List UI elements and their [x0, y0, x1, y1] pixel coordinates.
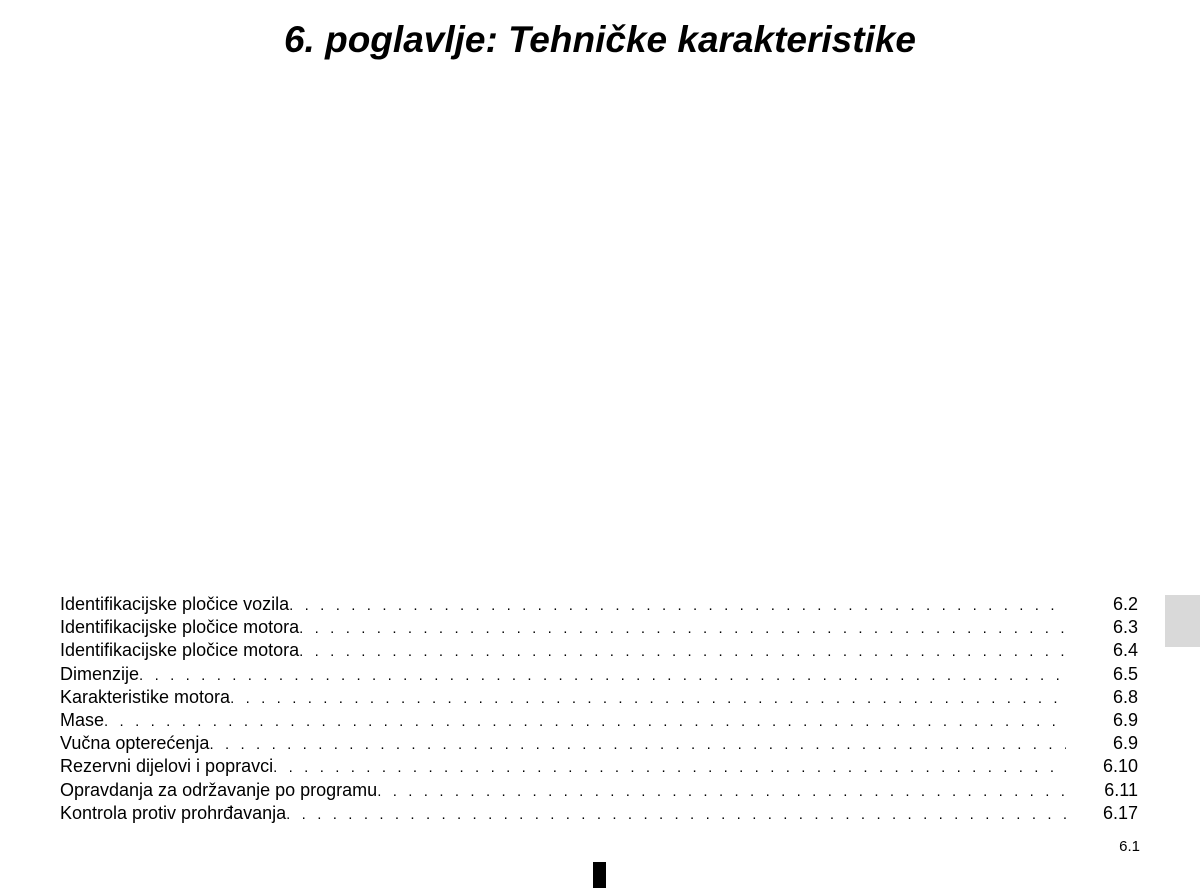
- toc-entry-label: Vučna opterećenja: [60, 733, 210, 754]
- toc-dot-leader: [299, 640, 1066, 663]
- toc-entry-maintenance-records[interactable]: [60, 779, 1138, 802]
- toc-entry-engine-plates-1[interactable]: [60, 616, 1138, 639]
- toc-entry-page: 6.4: [1112, 640, 1138, 661]
- toc-entry-label: Identifikacijske pločice vozila: [60, 594, 290, 614]
- toc-entry-page: 6.3: [1112, 617, 1138, 638]
- toc-entry-page: 6.10: [1102, 756, 1138, 777]
- toc-entry-towing-loads[interactable]: [60, 732, 1138, 755]
- toc-entry-vehicle-plates[interactable]: [60, 593, 1138, 616]
- chapter-thumb-tab: [1165, 595, 1200, 647]
- toc-entry-spare-parts[interactable]: [60, 755, 1138, 778]
- toc-dot-leader: [377, 780, 1066, 803]
- toc-dot-leader: [209, 733, 1066, 756]
- toc-entry-label: Rezervni dijelovi i popravci: [60, 756, 274, 777]
- toc-entry-dimensions[interactable]: [60, 663, 1138, 686]
- toc-dot-leader: [273, 756, 1066, 779]
- chapter-title: 6. poglavlje: Tehničke karakteristike: [283, 19, 917, 60]
- toc-entry-label: Kontrola protiv prohrđavanja: [60, 802, 287, 823]
- toc-entry-engine-specs[interactable]: [60, 686, 1138, 709]
- toc-entry-page: 6.17: [1102, 802, 1138, 823]
- toc-entry-label: Mase: [60, 709, 105, 730]
- toc-entry-page: 6.9: [1112, 709, 1138, 730]
- page-binding-mark: [593, 862, 606, 888]
- toc-entry-page: 6.5: [1112, 663, 1138, 684]
- toc-entry-anticorrosion[interactable]: [60, 802, 1138, 825]
- table-of-contents: [60, 593, 1138, 825]
- toc-dot-leader: [139, 664, 1066, 687]
- toc-entry-label: Opravdanja za održavanje po programu: [60, 779, 378, 800]
- page-number: 6.1: [1119, 838, 1140, 855]
- toc-entry-label: Karakteristike motora: [60, 686, 231, 707]
- toc-dot-leader: [286, 803, 1066, 826]
- toc-entry-page: 6.8: [1112, 686, 1138, 707]
- toc-dot-leader: [299, 617, 1066, 640]
- toc-dot-leader: [230, 687, 1066, 710]
- toc-entry-engine-plates-2[interactable]: [60, 639, 1138, 662]
- toc-entry-label: Identifikacijske pločice motora: [60, 640, 300, 661]
- toc-entry-label: Dimenzije: [60, 663, 140, 684]
- toc-entry-page: 6.11: [1104, 779, 1138, 800]
- toc-dot-leader: [289, 594, 1066, 617]
- toc-entry-page: 6.9: [1112, 733, 1138, 754]
- toc-dot-leader: [104, 710, 1066, 733]
- toc-entry-page: 6.2: [1112, 594, 1138, 614]
- toc-entry-masses[interactable]: [60, 709, 1138, 732]
- toc-entry-label: Identifikacijske pločice motora: [60, 617, 300, 638]
